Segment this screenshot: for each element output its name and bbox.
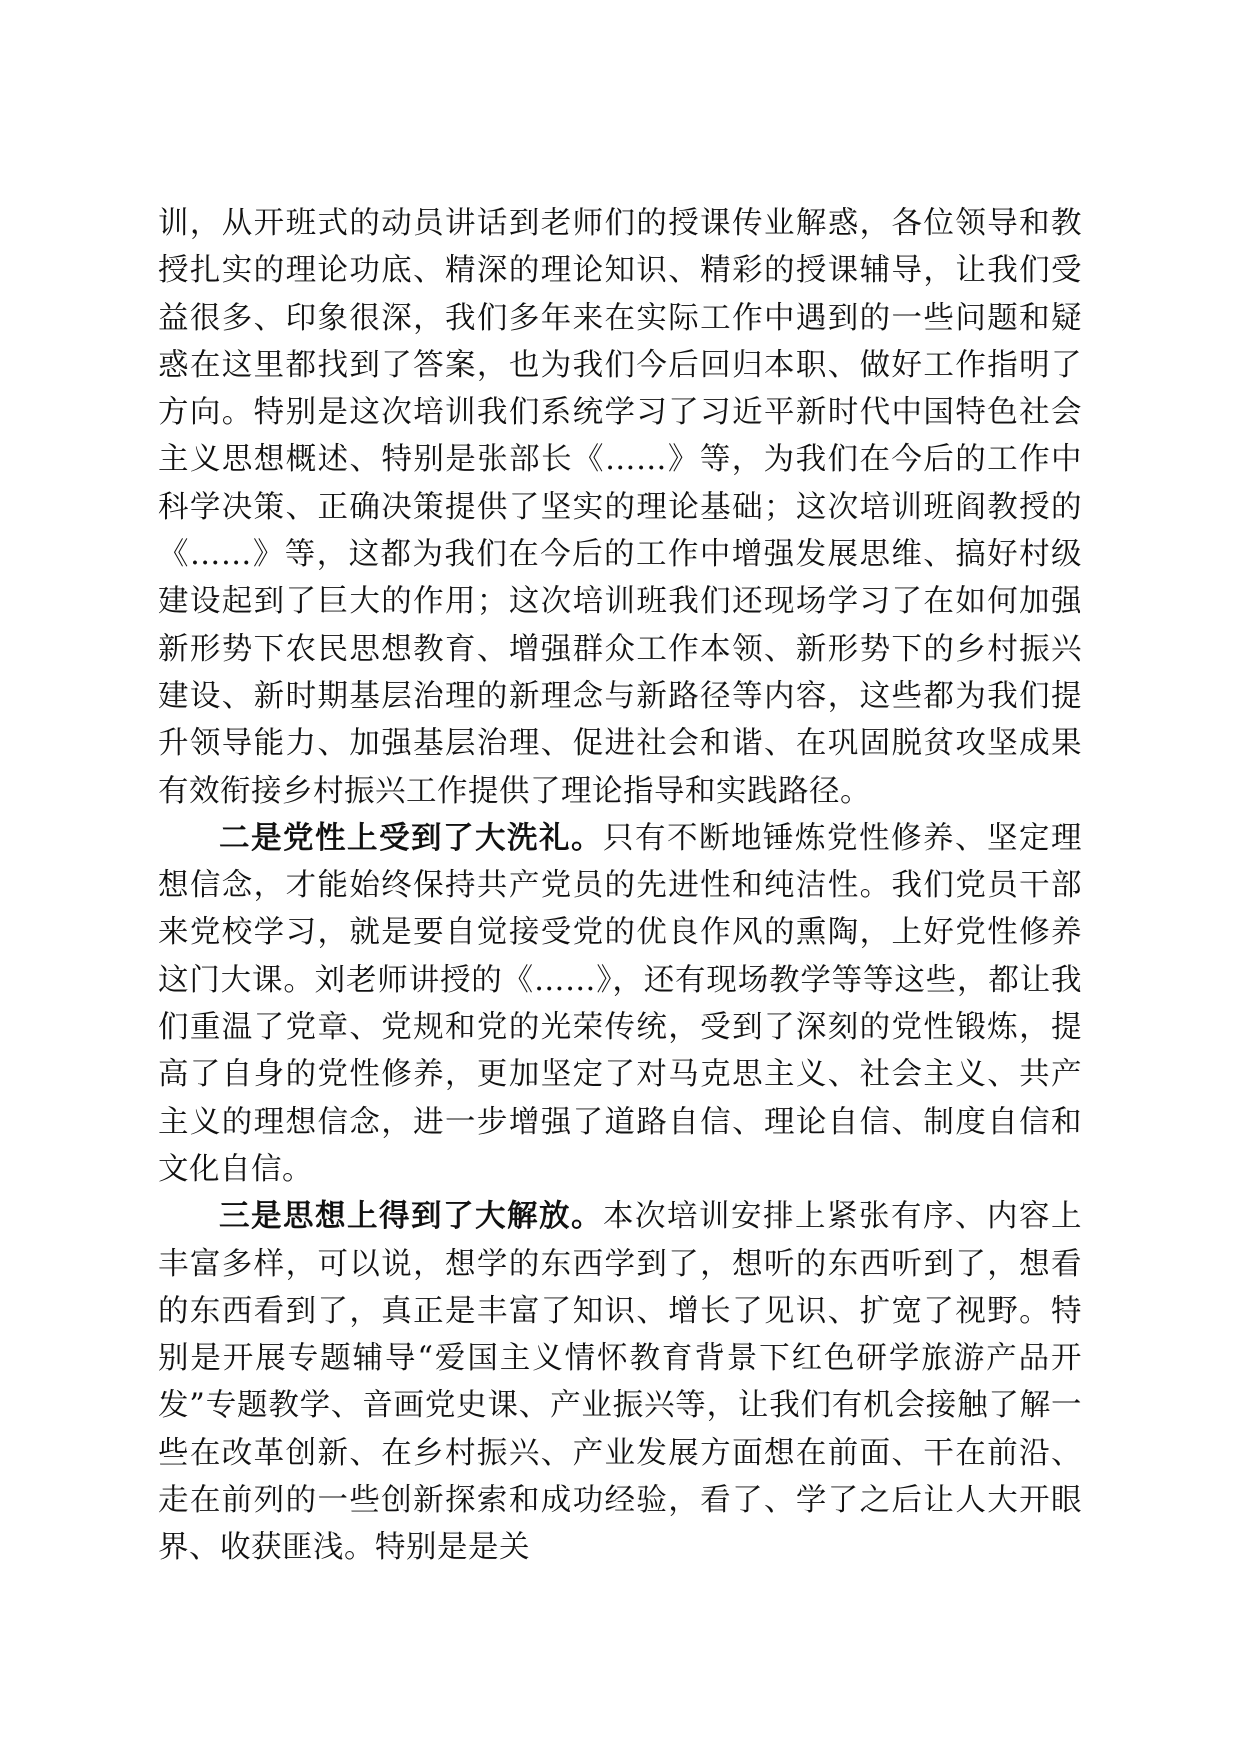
paragraph-mind-liberation	[158, 1193, 1082, 1571]
document-body	[158, 200, 1082, 1572]
paragraph-text: 训，从开班式的动员讲话到老师们的授课传业解惑，各位领导和教授扎实的理论功底、精深的理论知识、精彩的授课辅导，让我们受益很多、印象很深，我们多年来在实际工作中遇到的一些问题和疑惑在这里都找到了答案，也为我们今后回归本职、做好工作指明了方向。特别是这次培训我们系统学习了习近平新时代中国特色社会主义思想概述、特别是张部长《……》等，为我们在今后的工作中科学决策、正确决策提供了坚实的理论基础；这次培训班阎教授的《……》等，这都为我们在今后的工作中增强发展思维、搞好村级建设起到了巨大的作用；这次培训班我们还现场学习了在如何加强新形势下农民思想教育、增强群众工作本领、新形势下的乡村振兴建设、新时期基层治理的新理念与新路径等内容，这些都为我们提升领导能力、加强基层治理、促进社会和谐、在巩固脱贫攻坚成果有效衔接乡村振兴工作提供了理论指导和实践路径。	[158, 206, 1082, 809]
paragraph-heading: 三是思想上得到了大解放。	[219, 1199, 603, 1235]
paragraph-text: 只有不断地锤炼党性修养、坚定理想信念，才能始终保持共产党员的先进性和纯洁性。我们党员干部来党校学习，就是要自觉接受党的优良作风的熏陶，上好党性修养这门大课。刘老师讲授的《……》，还有现场教学等等这些，都让我们重温了党章、党规和党的光荣传统，受到了深刻的党性锻炼，提高了自身的党性修养，更加坚定了对马克思主义、社会主义、共产主义的理想信念，进一步增强了道路自信、理论自信、制度自信和文化自信。	[158, 820, 1082, 1187]
paragraph-heading: 二是党性上受到了大洗礼。	[219, 820, 603, 856]
paragraph-continued	[158, 200, 1082, 815]
paragraph-text: 本次培训安排上紧张有序、内容上丰富多样，可以说，想学的东西学到了，想听的东西听到了，想看的东西看到了，真正是丰富了知识、增长了见识、扩宽了视野。特别是开展专题辅导“爱国主义情怀教育背景下红色研学旅游产品开发”专题教学、音画党史课、产业振兴等，让我们有机会接触了解一些在改革创新、在乡村振兴、产业发展方面想在前面、干在前沿、走在前列的一些创新探索和成功经验，看了、学了之后让人大开眼界、收获匪浅。特别是是关	[158, 1199, 1082, 1566]
paragraph-party-spirit	[158, 815, 1082, 1193]
